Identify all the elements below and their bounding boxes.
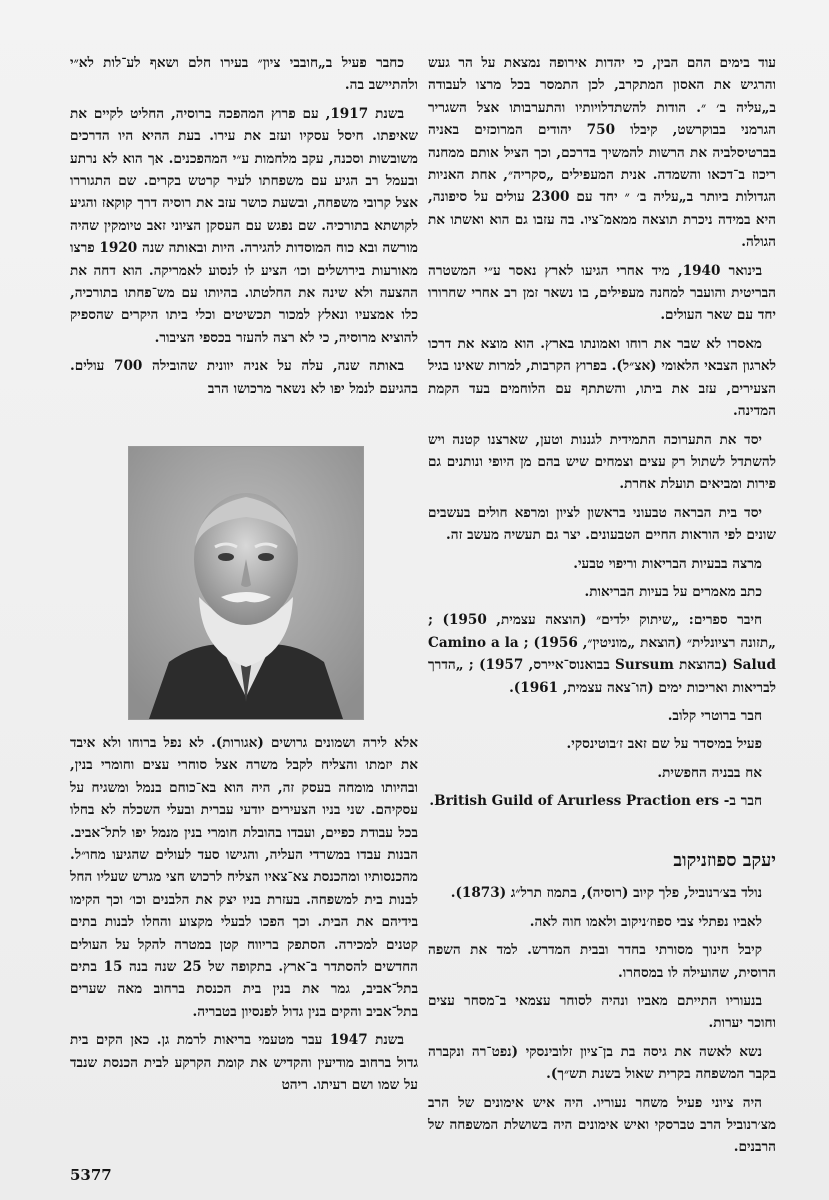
paragraph: לאביו נפתלי צבי ספוז׳ניקוב ולאמו חוה לאה. bbox=[529, 913, 762, 930]
right-column bbox=[428, 52, 776, 819]
list-item: אח בבניה החפשית. bbox=[657, 764, 762, 781]
page-number: 5377 bbox=[70, 1166, 112, 1184]
paragraph: עוד בימים ההם הבין, כי יהדות אירופה נמצאת על הר געש והרגיש את האסון המתקרב, לכן התמסר בכל מרצו לעבודה ב„עליה ב׳ ״. הודות להשתדלויותיו והתערבותו אצל השגריר הגרמני בבוקרשט, קיבלו 750 יהודים המרוכזים באניה בברטיסלביה את הרשות להמשיך בדרכם, וכך הציל אותם ממחנה ריכוז ב־דכאו והשמדה. אנית המעפילים „סקריה״, אחת האניות הגדולות ביותר ב„עליה ב׳ ״ יחד עם 2300 עולים על סיפונה, היא במידה ניכרת תוצאה ממאמ־ציו. בה עזבו גם הוא ואשתו את הגולה. bbox=[428, 55, 777, 251]
paragraph: מאסרו לא שבר את רוחו ואמונתו בארץ. הוא מוצא את דרכו לארגון הצבאי הלאומי (אצ״ל). בפרוץ הקרבות, למרות שאינו בגיל הצעירים, עזב את ביתו, והשתתף עם הלוחמים בעד הקמת המדינה. bbox=[428, 335, 776, 420]
paragraph: באותה שנה, עלה על אניה יוונית שהובילה 700 עולים. בהגיעם לנמל יפו לא נשאר מרכושו הרב bbox=[70, 358, 418, 397]
paragraph: אלא לירה ושמונים גרושים (אגורות). לא נפל ברוחו ולא איבד את יזמתו והצליח לקבל משרה אצל סוחרי עצים וחומרי בנין, ובהיותו מומחה בעסק זה, היה הוא בא־כוחם בנמל ומשגיח על עסקיהם. שני בניו הצעירים יודעי עברית ובעלי השכלה לא בחלו בכל עבודת כפיים, ועבדו בהובלת חומרי בנין מנמל יפו לתל־אביב. הבנות עבדו במשרדי העליה, והגישו סעד לעולים שהגיעו מחו״ל. מהכנסותיו ומהכנסת צא־צאיו הצליח לרכוש חצי מגרש שעליו החל לבנות בית למשפחה. בעזרת בניו יצק את הלבנים וכו׳ וכך הקימו בידיהם את הבית. וכך הפכו לבעלי מקצוע והחלו לבנות בתים קטנים למכירה. הסתפק בריווח קטן במטרה להקל על העולים החדשים להסתדר ב־ארץ. בתקופה של 25 שנה בנה 15 בתים בתל־אביב, גמר את בנין בית הכנסת ברחוב מאה שערים בתל־אביב והקים בנין גדול לפנסיון בטבריה. bbox=[70, 735, 418, 1020]
left-column-bottom bbox=[70, 732, 418, 1103]
section-heading: יעקב ספוזניקוב bbox=[673, 850, 776, 871]
left-column-top bbox=[70, 52, 418, 406]
paragraph: בינואר 1940, מיד אחרי הגיעו לארץ נאסר ע״י המשטרה הבריטית והועבר למחנה מעפילים, בו נשאר זמן רב אחרי שחרורו יחד עם שאר העולים. bbox=[428, 262, 776, 324]
list-item: כתב מאמרים על בעיות הבריאות. bbox=[584, 583, 762, 600]
paragraph: בנעוריו התייתם מאביו ונהיה לסוחר עצמאי ב־מסחר עצים וחוכר יערות. bbox=[428, 993, 776, 1032]
paragraph: קיבל חינוך מסורתי בחדר ובבית המדרש. למד את השפה הרוסית, שהועילה לו במסחרו. bbox=[428, 942, 776, 981]
right-column-bottom bbox=[428, 850, 776, 1165]
list-item: מרצה בבעיות הבריאות וריפוי טבעי. bbox=[573, 555, 762, 572]
portrait-photo-icon bbox=[129, 447, 363, 719]
list-item: חיבר ספרים: „שיתוק ילדים״ (הוצאה עצמית, 1950) ; „תזונה רציונלית״ (הוצאת „מוניטין״, 1956) ; Camino a la Salud (בהוצאת Sursum בבואנוס־איירס, 1957) ; „הדרך לבריאות ואריכות ימים (הו־צאה עצמית, 1961). bbox=[428, 612, 776, 696]
paragraph: יסד את התערוכה התמידית לגננות וטען, שארצנו קטנה ויש להשתדל לשתול רק עצים וצמחים שיש בהם מן היופי ונותנים גם פירות ומביאים תועלת אחרת. bbox=[428, 431, 776, 493]
list-item: פעיל במיסדר על שם זאב ז׳בוטינסקי. bbox=[566, 736, 762, 753]
paragraph: בשנת 1917, עם פרוץ המהפכה ברוסיה, החליט לקיים את שאיפתו. חיסל עסקיו ועזב את עירו. בעת ההיא היו הדרכים משובשות וסכנה, עקב מלחמות ע״י המהפכנים. אך הוא לא נרתע ובעמל רב הגיע עם משפחתו לעיר קרטש בקרים. שם התגוררו אצל קרובי משפחה, ובשעת כושר עזב את רוסיה דרך קוקאז והגיע לקושתא בתורכיה. שם נפגש עם העסקן הציוני זאב טיומקין שהיה מורשה ובא כוח המוסדות להגירה. היות ובאותה שנה 1920 פרצו מאורעות בירושלים וכו׳ הציע לו לנסוע לאמריקה. הוא דחה את ההצעה ולא שינה את החלטתו. בהיותו עם מש־פחתו בתורכיה, כלו אמצעיו ונאלץ למכור תכשיטים וכלי ביתו היקרים שהספיק להוציא מרוסיה, כי לא רצה להעזר בכספי הציבור. bbox=[70, 105, 418, 346]
list-item: חבר ב- British Guild of Arurless Praction ers. bbox=[429, 793, 762, 810]
paragraph: היה ציוני פעיל משחר נעוריו. היה איש אימונים של הרב מצ׳רנוביל הרב טברסקי ואיש אימונים היה בשושלת המשפחה של הרבנים. bbox=[428, 1094, 776, 1156]
paragraph: בשנת 1947 עבר מטעמי בריאות לרמת גן. כאן הקים בית גדול ברחוב מודיעין והקדיש את קומת הקרקע לבית הכנסת שנבד על שמו ושם רעיתו. ריהט bbox=[70, 1032, 418, 1094]
paragraph: נשא לאשה את גיסה בת בן־ציון זלובינסקי (נפט־רה ונקברה בקבר המשפחה בקרית שאול בשנת תש״ך). bbox=[428, 1043, 776, 1083]
portrait-photo bbox=[128, 446, 364, 720]
paragraph: כחבר פעיל ב„חובבי ציון״ בעירו חלם ושאף לע־לות לא״י ולהתיישב בה. bbox=[70, 55, 418, 94]
paragraph: נולד בצ׳רנוביל, פלך קיוב (רוסיה), בתמוז תרל״ג (1873). bbox=[450, 885, 762, 902]
paragraph: יסד בית הבראה טבעוני בראשון לציון ומרפא חולים בעשבים שונים לפי הוראות החיים הטבעונים. יצר גם תעשיה מעשב זה. bbox=[428, 504, 776, 544]
list-item: חבר ברוטרי קלוב. bbox=[667, 707, 762, 724]
